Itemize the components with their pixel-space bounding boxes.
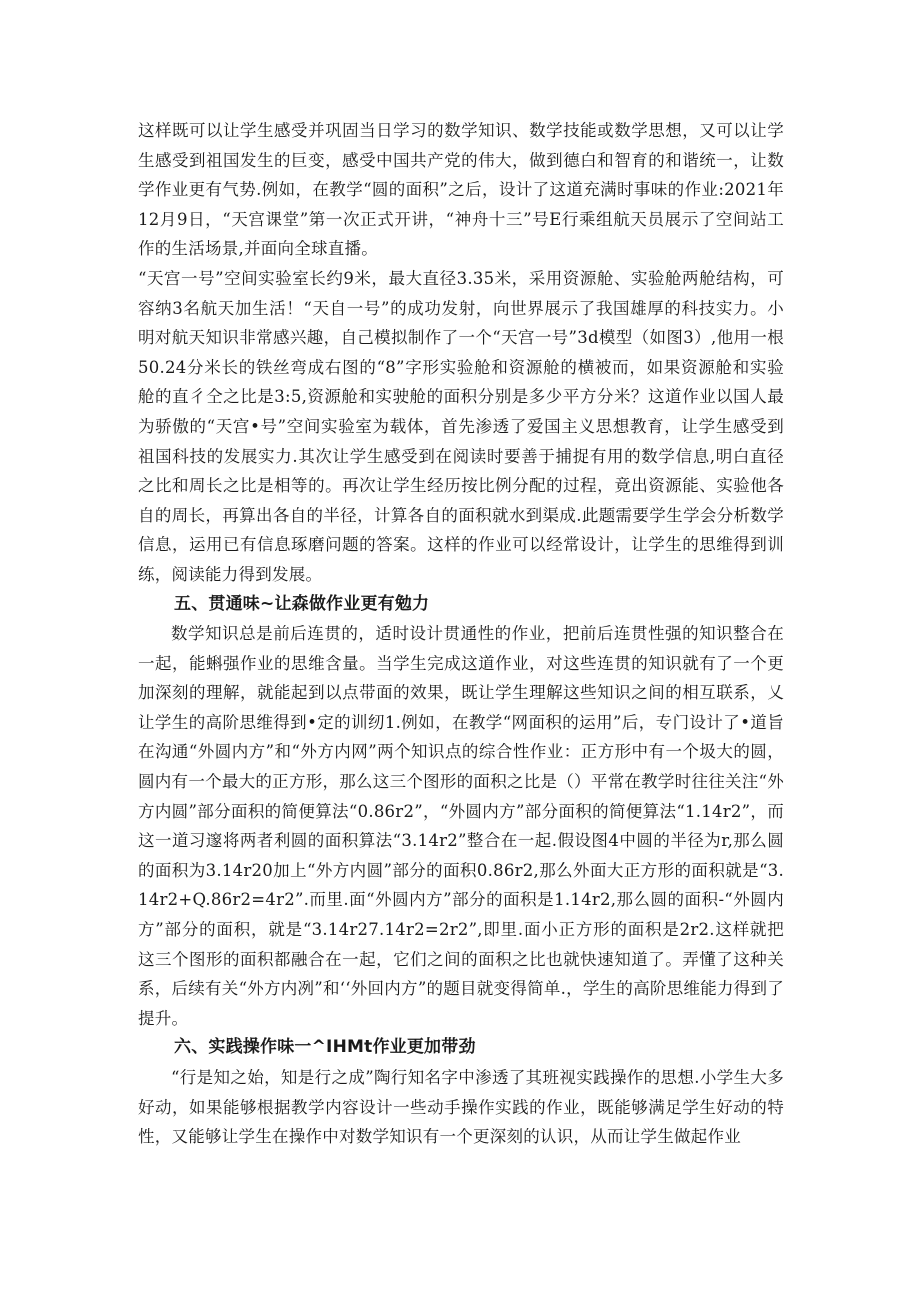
paragraph-2: “天宫一号”空间实验室长约9米，最大直径3.35米，采用资源舱、实验舱两舱结构，可容纳3名航天加生活！“天自一号”的成功发射，向世界展示了我国雄厚的科技实力。小明对航天知识非常感兴趣，自己模拟制作了一个“天宫一号”3d模型（如图3）,他用一根50.24分米长的铁丝弯成右图的“8”字形实验舱和资源舱的横被而，如果资源舱和实验舱的直彳仝之比是3:5,资源舱和实驶舱的面积分别是多少平方分米？这道作业以国人最为骄傲的“天宫•号”空间实验室为载体，首先渗透了爱国主义思想教育，让学生感受到祖国科技的发展实力.其次让学生感受到在阅读时要善于捕捉有用的数学信息,明白直径之比和周长之比是相等的。再次让学生经历按比例分配的过程，竟出资源能、实验他各自的周长，再算出各自的半径，计算各自的面积就水到渠成.此题需要学生学会分析数学信息，运用已有信息琢磨问题的答案。这样的作业可以经常设计，让学生的思维得到训练，阅读能力得到发展。	[138, 268, 784, 584]
section-heading-6: 六、实践操作味一^IHMt作业更加带劲	[174, 1037, 476, 1058]
section-heading-5: 五、贯通味~让森做作业更有勉力	[174, 593, 430, 614]
paragraph-1: 这样既可以让学生感受并巩固当日学习的数学知识、数学技能或数学思想，又可以让学生感受到祖国发生的巨变，感受中国共产党的伟大，做到德白和智育的和谐统一，让数学作业更有气势.例如，在教学“圆的面积”之后，设计了这道充满时事味的作业:2021年12月9日，“天宫课堂”第一次正式开讲，“神舟十三”号E行乘组航天员展示了空间站工作的生活场景,并面向全球直播。	[138, 121, 784, 259]
paragraph-4: “行是知之始，知是行之成”陶行知名字中渗透了其班视实践操作的思想.小学生大多好动，如果能够根据教学内容设计一些动手操作实践的作业，既能够满足学生好动的特性，又能够让学生在操作中对数学知识有一个更深刻的认识，从而让学生做起作业	[138, 1068, 784, 1147]
paragraph-3: 数学知识总是前后连贯的，适时设计贯通性的作业，把前后连贯性强的知识整合在一起，能蝌强作业的思维含量。当学生完成这道作业，对这些连贯的知识就有了一个更加深刻的理解，就能起到以点带面的效果，既让学生理解这些知识之间的相互联系，乂让学生的高阶思维得到•定的训纫1.例如，在教学“网面积的运用”后，专门设计了•道旨在沟通“外圆内方”和“外方内网”两个知识点的综合性作业：正方形中有一个圾大的圆，圆内有一个最大的正方形，那么这三个图形的面积之比是（）平常在教学时往往关注“外方内圆”部分面积的简便算法“0.86r2”，“外圆内方”部分面积的简便算法“1.14r2”，而这一道习邃将两者利圆的面积算法“3.14r2”整合在一起.假设图4中圆的半径为r,那么圆的面积为3.14r20加上“外方内圆”部分的面积0.86r2,那么外面大正方形的面积就是“3.14r2+Q.86r2=4r2”.而里.面“外圆内方”部分的面积是1.14r2,那么圆的面积-“外圆内方”部分的面积，就是“3.14r27.14r2=2r2”,即里.面小正方形的面积是2r2.这样就把这三个图形的面积都融合在一起，它们之间的面积之比也就快速知道了。弄懂了这种关系，后续有关“外方内冽”和‘‘外回内方”的题目就变得简单.，学生的高阶思维能力得到了提升。	[138, 624, 784, 1028]
document-body	[138, 116, 784, 1152]
